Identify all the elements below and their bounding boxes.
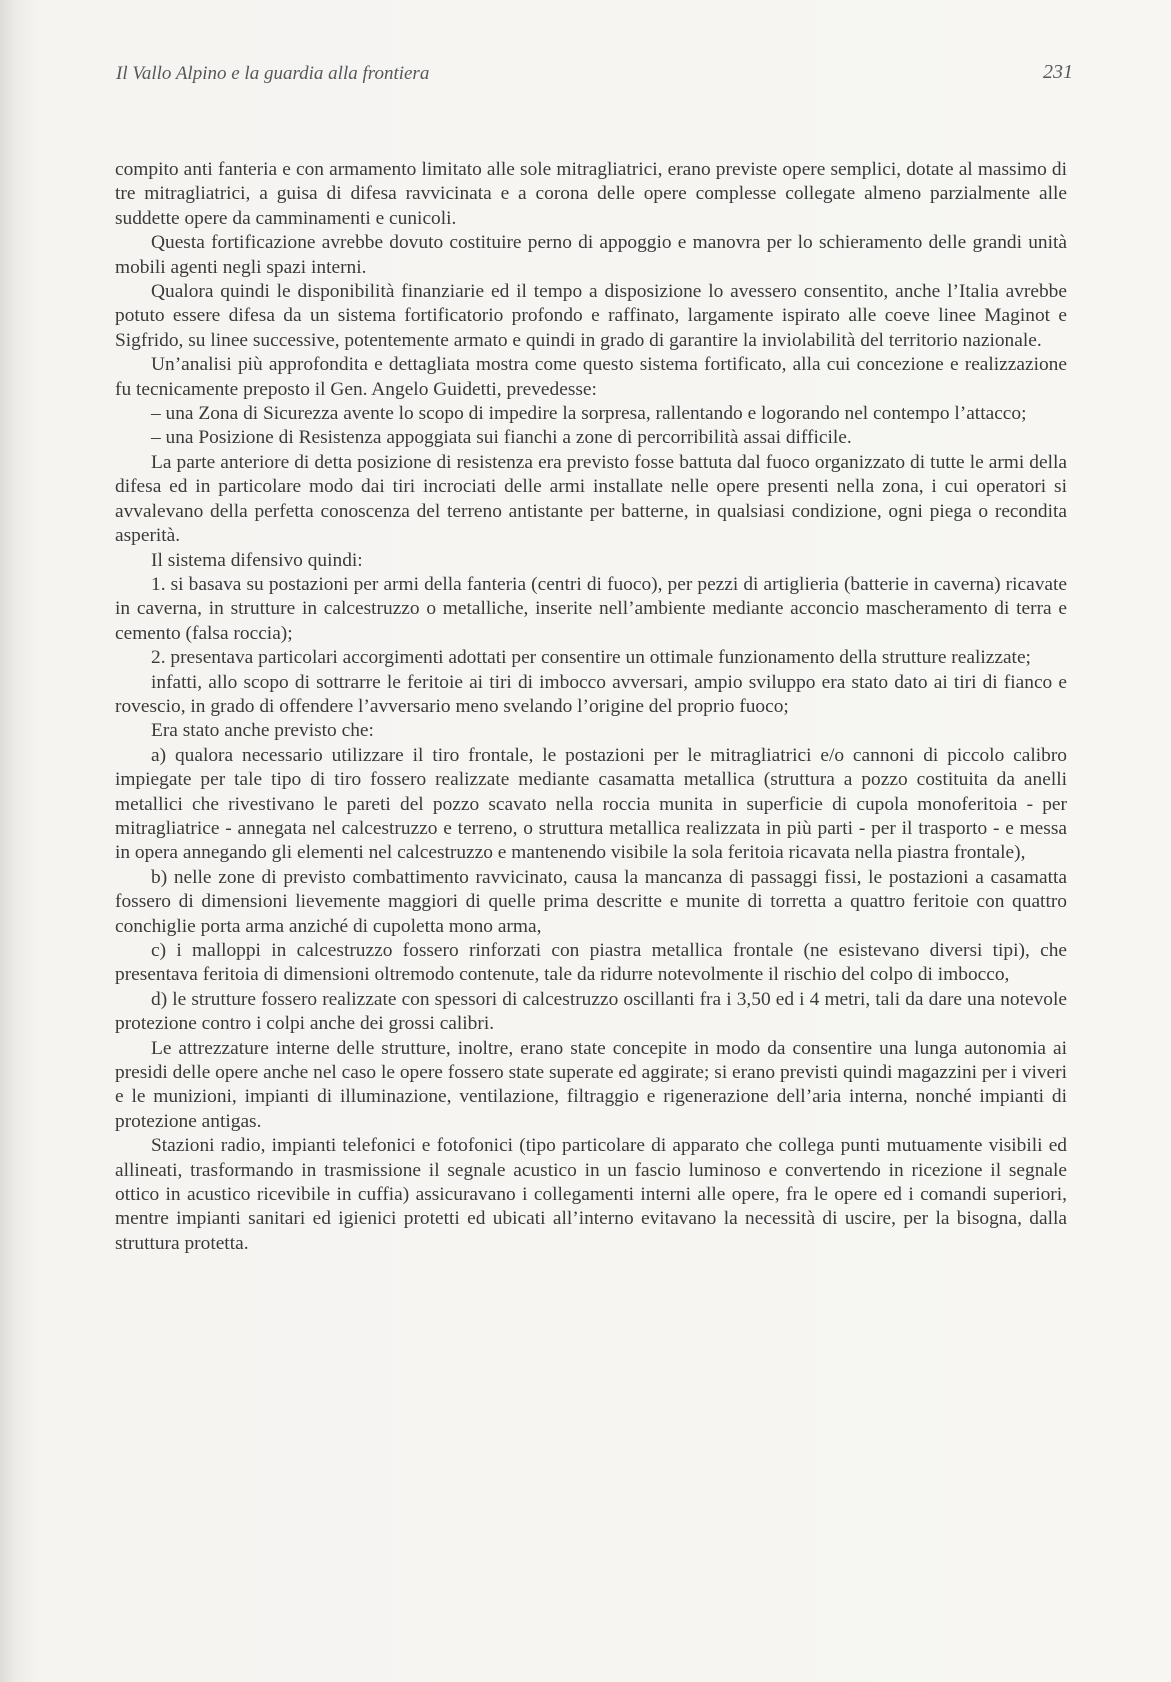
list-item: – una Zona di Sicurezza avente lo scopo di impedire la sorpresa, rallentando e logorando nel contempo l’attacco;: [151, 403, 1027, 425]
list-item: 2. presentava particolari accorgimenti adottati per consentire un ottimale funzionamento della strutture realizzate;: [151, 647, 1031, 669]
list-item: 1. si basava su postazioni per armi della fanteria (centri di fuoco), per pezzi di artiglieria (batterie in caverna) ricavate in caverna, in strutture in calcestruzzo o metalliche, inserite nell’ambiente mediante acconcio mascheramento di terra e cemento (falsa roccia);: [115, 573, 1067, 644]
paragraph: Un’analisi più approfondita e dettagliata mostra come questo sistema fortificato, alla cui concezione e realizzazione fu tecnicamente preposto il Gen. Angelo Guidetti, prevedesse:: [115, 354, 1067, 400]
body-text: [115, 158, 1067, 1256]
paragraph: Era stato anche previsto che:: [151, 720, 374, 742]
list-item: d) le strutture fossero realizzate con spessori di calcestruzzo oscillanti fra i 3,50 ed i 4 metri, tali da dare una notevole protezione contro i colpi anche dei grossi calibri.: [115, 988, 1067, 1035]
running-title: Il Vallo Alpino e la guardia alla frontiera: [116, 63, 430, 84]
paragraph: Il sistema difensivo quindi:: [151, 549, 363, 571]
paragraph: Questa fortificazione avrebbe dovuto costituire perno di appoggio e manovra per lo schieramento delle grandi unità mobili agenti negli spazi interni.: [115, 232, 1067, 278]
list-item: a) qualora necessario utilizzare il tiro frontale, le postazioni per le mitragliatrici e/o cannoni di piccolo calibro impiegate per tale tipo di tiro fossero realizzate mediante casamatta metallica (struttura a pozzo costituita da anelli metallici che rivestivano le pareti del pozzo scavato nella roccia munita in superficie di cupola monoferitoia - per mitragliatrice - annegata nel calcestruzzo e terreno, o struttura metallica realizzata in più parti - per il trasporto - e messa in opera annegando gli elementi nel calcestruzzo e mantenendo visibile la sola feritoia ricavata nella piastra frontale),: [115, 744, 1067, 864]
list-item: c) i malloppi in calcestruzzo fossero rinforzati con piastra metallica frontale (ne esistevano diversi tipi), che presentava feritoia di dimensioni oltremodo contenute, tale da ridurre notevolmente il rischio del colpo di imbocco,: [115, 940, 1067, 986]
paragraph: compito anti fanteria e con armamento limitato alle sole mitragliatrici, erano previste opere semplici, dotate al massimo di tre mitragliatrici, a guisa di difesa ravvicinata e a corona delle opere complesse collegate almeno parzialmente alle suddette opere da camminamenti e cunicoli.: [115, 159, 1067, 229]
page-number: 231: [1043, 61, 1073, 83]
paragraph: La parte anteriore di detta posizione di resistenza era previsto fosse battuta dal fuoco organizzato di tutte le armi della difesa ed in particolare modo dai tiri incrociati delle armi installate nelle opere presenti nella zona, i cui operatori si avvalevano della perfetta conoscenza del terreno antistante per batterne, in qualsiasi condizione, ogni piega o recondita asperità.: [115, 451, 1067, 547]
list-item: – una Posizione di Resistenza appoggiata sui fianchi a zone di percorribilità assai difficile.: [151, 427, 852, 449]
paragraph: Stazioni radio, impianti telefonici e fotofonici (tipo particolare di apparato che collega punti mutuamente visibili ed allineati, trasformando in trasmissione il segnale acustico in un fascio luminoso e convertendo in ricezione il segnale ottico in acustico ricevibile in cuffia) assicuravano i collegamenti interni alle opere, fra le opere ed i comandi superiori, mentre impianti sanitari ed igienici protetti ed ubicati all’interno evitavano la necessità di uscire, per la bisogna, dalla struttura protetta.: [115, 1135, 1067, 1254]
paragraph: Le attrezzature interne delle strutture, inoltre, erano state concepite in modo da consentire una lunga autonomia ai presidi delle opere anche nel caso le opere fossero state superate ed aggirate; si erano previsti quindi magazzini per i viveri e le munizioni, impianti di illuminazione, ventilazione, filtraggio e rigenerazione dell’aria interna, nonché impianti di protezione antigas.: [115, 1037, 1067, 1132]
list-item: b) nelle zone di previsto combattimento ravvicinato, causa la mancanza di passaggi fissi, le postazioni a casamatta fossero di dimensioni lievemente maggiori di quelle prima descritte e munite di torretta a quattro feritoie con quattro conchiglie porta arma anziché di cupoletta mono arma,: [115, 866, 1067, 937]
paragraph: infatti, allo scopo di sottrarre le feritoie ai tiri di imbocco avversari, ampio sviluppo era stato dato ai tiri di fianco e rovescio, in grado di offendere l’avversario meno svelando l’origine del proprio fuoco;: [115, 671, 1067, 717]
paragraph: Qualora quindi le disponibilità finanziarie ed il tempo a disposizione lo avessero consentito, anche l’Italia avrebbe potuto essere difesa da un sistema fortificatorio profondo e raffinato, largamente ispirato alle coeve linee Maginot e Sigfrido, su linee successive, potentemente armato e quindi in grado di garantire la inviolabilità del territorio nazionale.: [115, 281, 1067, 351]
